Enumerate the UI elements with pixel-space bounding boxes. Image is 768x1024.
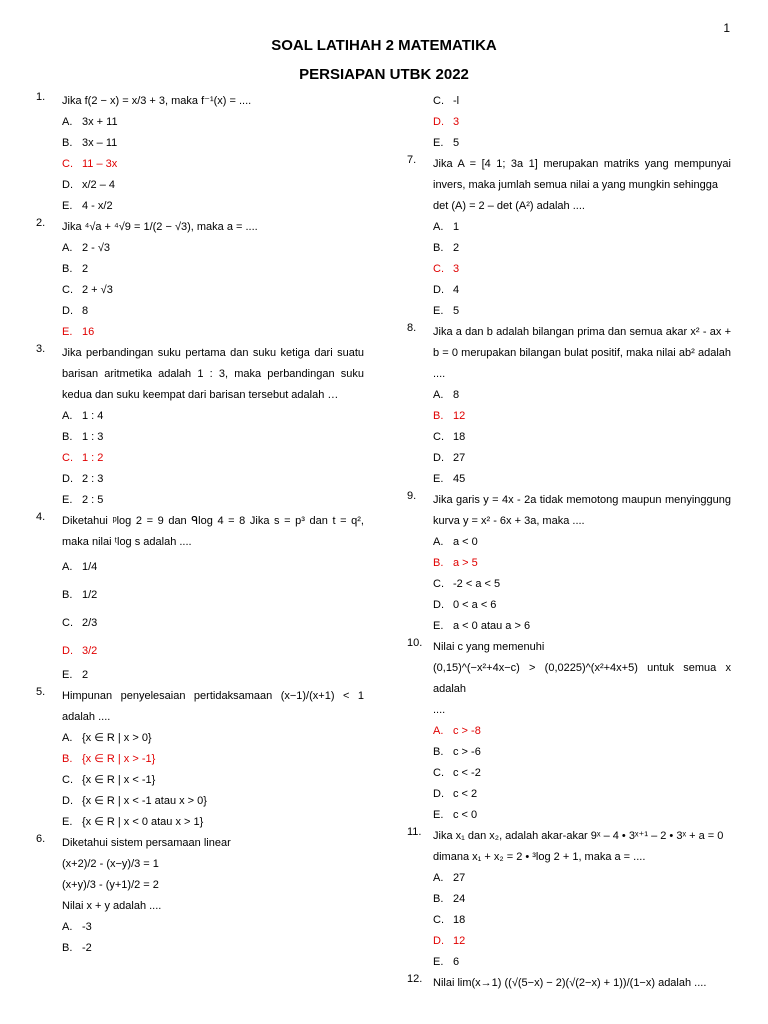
- option-label: A.: [433, 725, 444, 737]
- answer-option: [62, 938, 364, 959]
- question-item: [36, 217, 364, 343]
- option-label: C.: [433, 767, 444, 779]
- question-text: [433, 490, 731, 532]
- option-text: 0 < a < 6: [453, 599, 497, 611]
- option-text: -l: [453, 95, 460, 107]
- answer-option: [62, 175, 364, 196]
- option-label: E.: [62, 816, 73, 828]
- question-text: [62, 343, 364, 406]
- option-label: D.: [433, 935, 444, 947]
- left-column: [36, 91, 364, 959]
- option-label: E.: [433, 620, 444, 632]
- option-text: 2 + √3: [82, 284, 113, 296]
- answer-option-correct: [433, 931, 731, 952]
- option-label: D.: [62, 179, 73, 191]
- option-label: A.: [62, 116, 73, 128]
- option-label: A.: [62, 921, 73, 933]
- option-text: {x ∈ R | x < -1}: [82, 774, 156, 786]
- option-label: E.: [433, 305, 444, 317]
- question-text-line: Jika f(2 − x) = x/3 + 3, maka f⁻¹(x) = ....: [62, 95, 252, 107]
- answer-option: [62, 812, 364, 833]
- option-label: B.: [433, 242, 444, 254]
- option-text: a > 5: [453, 557, 478, 569]
- answer-option: [62, 609, 364, 637]
- option-label: C.: [62, 617, 73, 629]
- option-label: A.: [433, 221, 444, 233]
- question-number: 1.: [36, 91, 46, 103]
- answer-option: [62, 301, 364, 322]
- answer-option: [62, 196, 364, 217]
- question-number: 6.: [36, 833, 46, 845]
- option-label: E.: [433, 137, 444, 149]
- answer-option-correct: [62, 749, 364, 770]
- question-number: 2.: [36, 217, 46, 229]
- question-text-line: (x+2)/2 - (x−y)/3 = 1: [62, 858, 159, 870]
- answer-option: [433, 532, 731, 553]
- option-text: {x ∈ R | x > -1}: [82, 753, 156, 765]
- question-text-line: Jika A = [4 1; 3a 1] merupakan matriks yang mempunyai invers, maka jumlah semua nilai a yang mungkin sehingga: [433, 158, 731, 191]
- option-text: 27: [453, 452, 466, 464]
- answer-option-correct: [433, 112, 731, 133]
- answer-option: [433, 868, 731, 889]
- answer-option-correct: [62, 637, 364, 665]
- right-column: [407, 91, 731, 994]
- answer-option: [433, 763, 731, 784]
- option-text: 5: [453, 137, 460, 149]
- option-label: A.: [433, 536, 444, 548]
- question-number: 11.: [407, 826, 422, 838]
- question-text-line: Nilai lim(x→1) ((√(5−x) − 2)(√(2−x) + 1))/(1−x) adalah ....: [433, 977, 707, 989]
- question-text: [433, 973, 731, 994]
- question-number: 3.: [36, 343, 46, 355]
- option-text: 16: [82, 326, 95, 338]
- answer-option: [433, 280, 731, 301]
- option-label: C.: [433, 431, 444, 443]
- option-text: 27: [453, 872, 466, 884]
- option-text: -2: [82, 942, 92, 954]
- option-text: 6: [453, 956, 460, 968]
- answer-option-correct: [433, 406, 731, 427]
- question-text-line: det (A) = 2 – det (A²) adalah ....: [433, 200, 585, 212]
- option-label: B.: [62, 942, 73, 954]
- option-text: x/2 – 4: [82, 179, 116, 191]
- question-text: [433, 826, 731, 868]
- option-label: B.: [433, 557, 444, 569]
- option-text: c > -6: [453, 746, 481, 758]
- question-number: 10.: [407, 637, 423, 649]
- question-text: [62, 217, 364, 238]
- option-text: 11 – 3x: [82, 158, 118, 170]
- option-text: c < 0: [453, 809, 478, 821]
- answer-option: [62, 917, 364, 938]
- option-text: {x ∈ R | x > 0}: [82, 732, 152, 744]
- option-label: E.: [62, 669, 73, 681]
- option-label: D.: [433, 284, 444, 296]
- option-text: a < 0: [453, 536, 478, 548]
- answer-option: [433, 910, 731, 931]
- option-text: 1: [453, 221, 460, 233]
- option-text: {x ∈ R | x < -1 atau x > 0}: [82, 795, 207, 807]
- option-text: {x ∈ R | x < 0 atau x > 1}: [82, 816, 204, 828]
- option-text: 2/3: [82, 617, 98, 629]
- option-label: D.: [62, 473, 73, 485]
- option-label: D.: [62, 795, 73, 807]
- option-label: E.: [62, 326, 73, 338]
- answer-option: [433, 784, 731, 805]
- option-label: D.: [62, 645, 73, 657]
- answer-option: [433, 385, 731, 406]
- option-text: 12: [453, 935, 466, 947]
- question-item: [36, 343, 364, 511]
- option-text: c < 2: [453, 788, 478, 800]
- question-text-line: Jika garis y = 4x - 2a tidak memotong maupun menyinggung kurva y = x² - 6x + 3a, maka ....: [433, 494, 731, 527]
- option-label: A.: [62, 732, 73, 744]
- option-label: B.: [62, 137, 73, 149]
- option-text: 3x + 11: [82, 116, 118, 128]
- question-text-line: (x+y)/3 - (y+1)/2 = 2: [62, 879, 159, 891]
- option-label: B.: [62, 431, 73, 443]
- answer-option: [62, 553, 364, 581]
- option-label: D.: [62, 305, 73, 317]
- option-label: B.: [433, 893, 444, 905]
- question-number: 8.: [407, 322, 417, 334]
- answer-option-correct: [433, 553, 731, 574]
- answer-option: [62, 259, 364, 280]
- answer-option: [433, 469, 731, 490]
- answer-option: [433, 427, 731, 448]
- option-label: C.: [62, 774, 73, 786]
- answer-option: [62, 770, 364, 791]
- answer-option: [62, 406, 364, 427]
- option-text: 1/4: [82, 561, 98, 573]
- question-text-line: Jika x₁ dan x₂, adalah akar-akar 9ˣ – 4 • 3ˣ⁺¹ – 2 • 3ˣ + a = 0: [433, 830, 724, 842]
- option-label: D.: [433, 452, 444, 464]
- question-text-line: dimana x₁ + x₂ = 2 • ³log 2 + 1, maka a = ....: [433, 851, 646, 863]
- answer-option-correct: [433, 259, 731, 280]
- answer-option: [433, 301, 731, 322]
- option-text: 4 - x/2: [82, 200, 113, 212]
- question-text: [62, 833, 364, 917]
- answer-option-correct: [433, 721, 731, 742]
- option-label: B.: [433, 746, 444, 758]
- option-text: 18: [453, 914, 466, 926]
- question-text: [433, 637, 731, 721]
- option-label: B.: [62, 263, 73, 275]
- option-text: c < -2: [453, 767, 481, 779]
- option-label: E.: [433, 473, 444, 485]
- question-number: 12.: [407, 973, 423, 985]
- option-text: 1 : 4: [82, 410, 104, 422]
- answer-option: [433, 952, 731, 973]
- document-subtitle: PERSIAPAN UTBK 2022: [299, 66, 469, 83]
- question-text: [433, 322, 731, 385]
- option-label: A.: [433, 389, 444, 401]
- answer-option: [62, 490, 364, 511]
- question-text: [62, 511, 364, 553]
- option-text: 8: [82, 305, 89, 317]
- question-text-line: Diketahui sistem persamaan linear: [62, 837, 231, 849]
- option-text: a < 0 atau a > 6: [453, 620, 531, 632]
- option-text: c > -8: [453, 725, 481, 737]
- option-label: C.: [62, 452, 73, 464]
- option-label: A.: [62, 561, 73, 573]
- answer-option: [62, 133, 364, 154]
- question-text-line: Jika perbandingan suku pertama dan suku ketiga dari suatu barisan aritmetika adalah 1 : 3, maka perbandingan suku kedua dan suku keempat dari barisan tersebut adalah …: [62, 347, 364, 401]
- answer-option: [433, 574, 731, 595]
- question-item: [407, 826, 731, 973]
- answer-option: [433, 595, 731, 616]
- option-text: 2: [453, 242, 460, 254]
- page-number: 1: [723, 21, 730, 35]
- question-item: [407, 490, 731, 637]
- question-number: 9.: [407, 490, 417, 502]
- option-label: E.: [62, 200, 73, 212]
- answer-option: [433, 91, 731, 112]
- answer-option: [62, 469, 364, 490]
- option-text: 45: [453, 473, 466, 485]
- question-item: [407, 322, 731, 490]
- question-text-line: Jika a dan b adalah bilangan prima dan semua akar x² - ax + b = 0 merupakan bilangan bulat positif, maka nilai ab² adalah ....: [433, 326, 731, 380]
- option-text: 3: [453, 116, 460, 128]
- answer-option: [433, 616, 731, 637]
- question-text-line: Himpunan penyelesaian pertidaksamaan (x−1)/(x+1) < 1 adalah ....: [62, 690, 364, 723]
- option-text: 3: [453, 263, 460, 275]
- answer-option: [433, 238, 731, 259]
- question-text: [62, 686, 364, 728]
- question-item: [407, 154, 731, 322]
- option-text: 24: [453, 893, 466, 905]
- option-text: -2 < a < 5: [453, 578, 501, 590]
- option-label: C.: [433, 578, 444, 590]
- option-label: C.: [62, 284, 73, 296]
- option-text: 3x – 11: [82, 137, 118, 149]
- option-label: D.: [433, 599, 444, 611]
- answer-option-correct: [62, 154, 364, 175]
- question-text-line: Nilai c yang memenuhi: [433, 641, 545, 653]
- question-text-line: Nilai x + y adalah ....: [62, 900, 162, 912]
- option-label: C.: [62, 158, 73, 170]
- option-label: E.: [62, 494, 73, 506]
- answer-option: [433, 742, 731, 763]
- option-text: 2 : 3: [82, 473, 104, 485]
- question-item: [36, 833, 364, 959]
- option-label: C.: [433, 95, 444, 107]
- option-text: 1/2: [82, 589, 98, 601]
- option-label: C.: [433, 914, 444, 926]
- option-text: 2 : 5: [82, 494, 104, 506]
- question-item: [407, 973, 731, 994]
- option-label: E.: [433, 956, 444, 968]
- question-text-line: (0,15)^(−x²+4x−c) > (0,0225)^(x²+4x+5) untuk semua x adalah: [433, 662, 731, 695]
- question-item: [36, 686, 364, 833]
- question-item: [36, 91, 364, 217]
- answer-option: [62, 665, 364, 686]
- answer-option: [62, 581, 364, 609]
- option-label: B.: [62, 753, 73, 765]
- option-text: 18: [453, 431, 466, 443]
- answer-option: [62, 791, 364, 812]
- option-text: 12: [453, 410, 466, 422]
- question-text: [433, 154, 731, 217]
- answer-option: [433, 448, 731, 469]
- answer-option: [433, 133, 731, 154]
- option-label: D.: [433, 788, 444, 800]
- option-label: B.: [433, 410, 444, 422]
- question-number: 4.: [36, 511, 46, 523]
- option-text: 2: [82, 669, 89, 681]
- option-text: 1 : 2: [82, 452, 104, 464]
- answer-option: [62, 427, 364, 448]
- question-item: [407, 91, 731, 154]
- question-text-line: ....: [433, 704, 446, 716]
- answer-option: [62, 238, 364, 259]
- question-number: 5.: [36, 686, 46, 698]
- option-label: D.: [433, 116, 444, 128]
- answer-option-correct: [62, 322, 364, 343]
- option-text: 2: [82, 263, 89, 275]
- option-text: 3/2: [82, 645, 98, 657]
- answer-option: [62, 728, 364, 749]
- option-text: 2 - √3: [82, 242, 111, 254]
- option-text: 5: [453, 305, 460, 317]
- question-number: 7.: [407, 154, 417, 166]
- option-label: A.: [62, 410, 73, 422]
- answer-option: [433, 805, 731, 826]
- document-title: SOAL LATIHAH 2 MATEMATIKA: [271, 37, 497, 54]
- option-text: 8: [453, 389, 460, 401]
- question-text-line: Diketahui ᵖlog 2 = 9 dan ᑫlog 4 = 8 Jika s = p³ dan t = q², maka nilai ᵗlog s adalah ....: [62, 515, 364, 548]
- answer-option: [433, 889, 731, 910]
- question-item: [36, 511, 364, 686]
- answer-option: [433, 217, 731, 238]
- question-text: [62, 91, 364, 112]
- question-text-line: Jika ⁴√a + ⁴√9 = 1/(2 − √3), maka a = ....: [62, 221, 258, 233]
- option-label: A.: [433, 872, 444, 884]
- option-text: 4: [453, 284, 460, 296]
- option-text: 1 : 3: [82, 431, 104, 443]
- option-label: B.: [62, 589, 73, 601]
- answer-option: [62, 112, 364, 133]
- option-text: -3: [82, 921, 92, 933]
- question-item: [407, 637, 731, 826]
- option-label: A.: [62, 242, 73, 254]
- option-label: C.: [433, 263, 444, 275]
- answer-option-correct: [62, 448, 364, 469]
- option-label: E.: [433, 809, 444, 821]
- answer-option: [62, 280, 364, 301]
